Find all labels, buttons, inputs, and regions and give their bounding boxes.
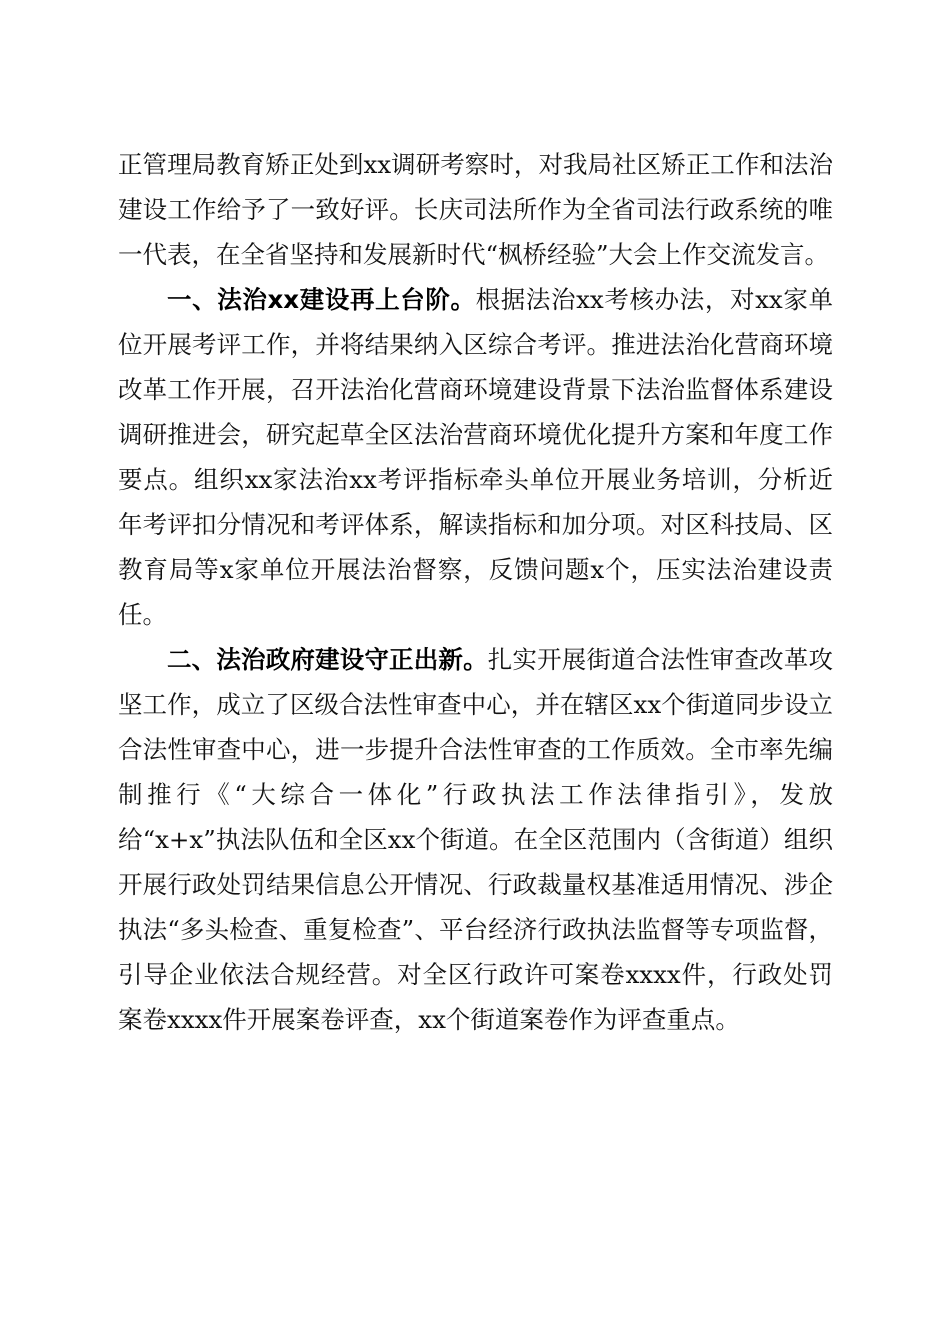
section-2-heading: 二、法治政府建设守正出新。 bbox=[167, 645, 488, 674]
section-1-body: 根据法治xx考核办法，对xx家单位开展考评工作，并将结果纳入区综合考评。推进法治化营商环境改革工作开展，召开法治化营商环境建设背景下法治监督体系建设调研推进会，研究起草全区法治营商环境优化提升方案和年度工作要点。组织xx家法治xx考评指标牵头单位开展业务培训，分析近年考评扣分情况和考评体系，解读指标和加分项。对区科技局、区教育局等x家单位开展法治督察，反馈问题x个，压实法治建设责任。 bbox=[118, 285, 833, 629]
section-2-paragraph bbox=[118, 637, 833, 1042]
document-body bbox=[118, 142, 833, 1042]
section-1-heading: 一、法治xx建设再上台阶。 bbox=[167, 285, 476, 314]
paragraph-continuation: 正管理局教育矫正处到xx调研考察时，对我局社区矫正工作和法治建设工作给予了一致好评。长庆司法所作为全省司法行政系统的唯一代表，在全省坚持和发展新时代“枫桥经验”大会上作交流发言。 bbox=[118, 150, 833, 269]
section-1-paragraph bbox=[118, 277, 833, 637]
section-2-body: 扎实开展街道合法性审查改革攻坚工作，成立了区级合法性审查中心，并在辖区xx个街道同步设立合法性审查中心，进一步提升合法性审查的工作质效。全市率先编制推行《“大综合一体化”行政执法工作法律指引》，发放给“x+x”执法队伍和全区xx个街道。在全区范围内（含街道）组织开展行政处罚结果信息公开情况、行政裁量权基准适用情况、涉企执法“多头检查、重复检查”、平台经济行政执法监督等专项监督，引导企业依法合规经营。对全区行政许可案卷xxxx件，行政处罚案卷xxxx件开展案卷评查，xx个街道案卷作为评查重点。 bbox=[118, 645, 833, 1034]
